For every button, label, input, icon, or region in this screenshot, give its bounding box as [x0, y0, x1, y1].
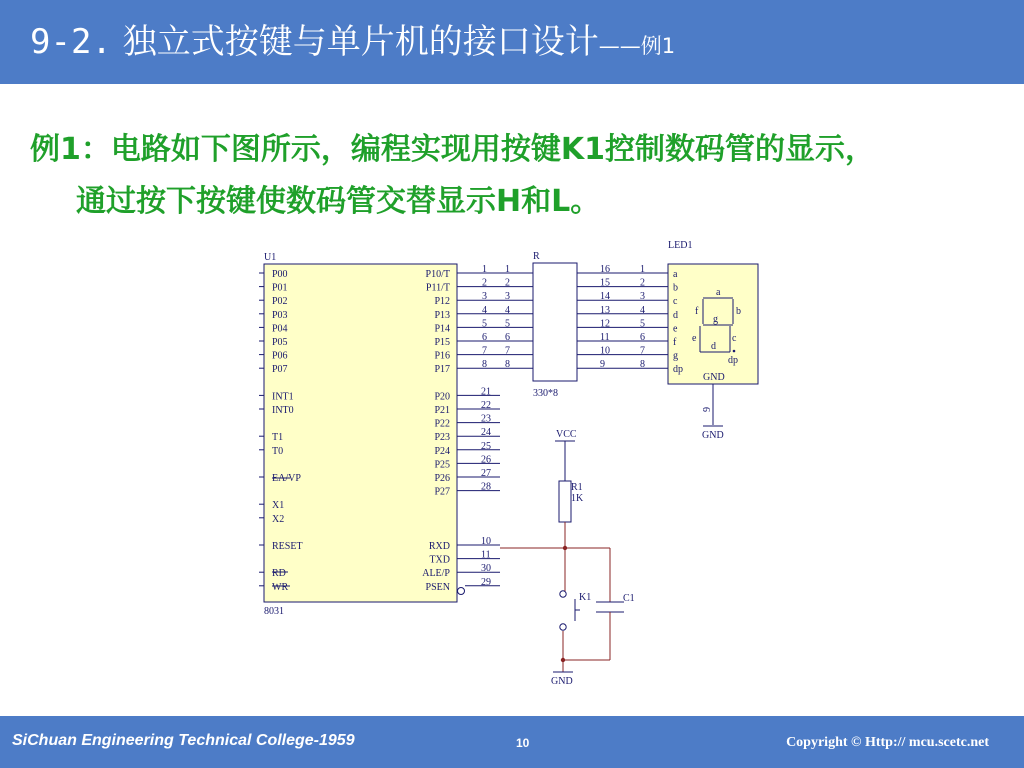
port2-wires	[457, 386, 500, 492]
p2-pin-number: 26	[481, 454, 491, 466]
chip-right-pin-label: P12	[434, 296, 450, 308]
rnet-right-pin: 14	[600, 291, 610, 303]
chip-right-pin-label: P10/T	[425, 269, 450, 280]
rnet-right-pin: 9	[600, 359, 605, 371]
display-segment-pin-label: a	[673, 269, 678, 280]
rnet-right-pin: 16	[600, 264, 610, 275]
rnet-right-pin: 12	[600, 318, 610, 330]
chip-right-pin-label: P14	[434, 323, 450, 335]
port3-pin-number: 30	[481, 563, 491, 575]
rnet-left-pin: 4	[505, 304, 510, 316]
p1-pin-number: 2	[482, 277, 487, 289]
display-gnd-pin: 9	[702, 407, 713, 412]
p1-pin-number: 4	[482, 304, 487, 316]
display-pin-number: 4	[640, 304, 645, 316]
footer-bar	[0, 716, 1024, 768]
segment-c-label: c	[732, 333, 737, 344]
display-pin-number: 3	[640, 291, 645, 303]
chip-right-pin-label: P15	[434, 337, 450, 348]
chip-left-pin-label: P06	[272, 350, 288, 362]
college-name: SiChuan Engineering Technical College-1959	[12, 732, 355, 749]
display-pin-number: 6	[640, 332, 645, 343]
segment-d-label: d	[711, 341, 716, 352]
segment-dp-label: dp	[728, 355, 738, 366]
port3-pin-number: 11	[481, 549, 491, 561]
chip-left-pin-label: T1	[272, 432, 284, 444]
statement-line-1: 例1：电路如下图所示，编程实现用按键K1控制数码管的显示，	[30, 132, 875, 167]
segment-a-label: a	[716, 287, 721, 298]
vcc-label: VCC	[556, 429, 577, 440]
k1-label: K1	[579, 592, 592, 603]
chip-right-pin-label: RXD	[428, 541, 450, 552]
p1-pin-number: 5	[482, 318, 487, 330]
p2-pin-number: 25	[481, 440, 491, 452]
display-gnd-label: GND	[703, 372, 725, 383]
rnet-right-pin: 11	[600, 332, 610, 343]
p1-pin-number: 1	[482, 264, 487, 275]
display-pin-number: 2	[640, 277, 645, 289]
display-segment-pin-label: c	[673, 296, 678, 308]
c1-label: C1	[623, 593, 635, 604]
chip-left-pin-label: INT1	[272, 391, 294, 403]
rnet-ref-label: R	[533, 251, 540, 262]
rnet-left-pin: 6	[505, 332, 510, 343]
chip-right-pin-label: PSEN	[425, 581, 450, 593]
display-ref-label: LED1	[668, 240, 693, 251]
rnet-left-pin: 1	[505, 264, 510, 275]
rnet-right-pin: 13	[600, 304, 610, 316]
resistor-r1	[559, 481, 571, 522]
chip-left-pin-label: P01	[272, 282, 288, 294]
chip-right-pin-label: ALE/P	[422, 568, 450, 580]
k1-contact-top	[560, 591, 566, 597]
gnd-label: GND	[551, 676, 573, 687]
p2-pin-number: 22	[481, 400, 491, 411]
chip-right-pin-label: P20	[434, 391, 450, 403]
chip-left-pin-label: WR	[272, 581, 289, 593]
display-segment-pin-label: f	[673, 337, 677, 348]
r1-ref-label: R1	[571, 482, 583, 493]
display-gnd-symbol-label: GND	[702, 430, 724, 441]
chip-left-pin-label: P05	[272, 337, 288, 348]
chip-right-pin-label: P21	[434, 405, 450, 416]
chip-right-pin-label: P25	[434, 459, 450, 471]
chip-left-pin-label: EA/VP	[272, 473, 301, 484]
rnet-left-pin: 5	[505, 318, 510, 330]
chip-right-pin-label: P26	[434, 473, 450, 484]
p1-pin-number: 7	[482, 345, 487, 357]
p1-pin-number: 3	[482, 291, 487, 303]
chip-left-pin-label: P02	[272, 296, 288, 308]
chip-right-pin-label: P24	[434, 445, 450, 457]
segment-e-label: e	[692, 333, 697, 344]
p2-pin-number: 23	[481, 413, 491, 425]
display-segment-pin-label: e	[673, 323, 678, 335]
rnet-right-pin: 10	[600, 345, 610, 357]
display-segment-pin-label: dp	[673, 364, 683, 376]
p2-pin-number: 24	[481, 427, 491, 439]
psen-bubble	[458, 588, 465, 595]
port3-pin-number: 10	[481, 536, 491, 547]
port3-pin-number: 29	[481, 576, 491, 588]
chip-part-label: 8031	[264, 606, 284, 617]
rnet-left-pin: 2	[505, 277, 510, 289]
p2-pin-number: 27	[481, 468, 491, 479]
chip-left-pin-label: X2	[272, 513, 285, 525]
title-main: 独立式按键与单片机的接口设计	[122, 22, 599, 62]
chip-right-pin-label: P13	[434, 309, 450, 321]
chip-left-pin-label: RESET	[272, 541, 303, 552]
title-number: 9-2.	[30, 22, 112, 62]
page-number: 10	[516, 736, 530, 750]
rnet-left-pin: 7	[505, 345, 510, 357]
display-pin-number: 7	[640, 345, 645, 357]
chip-right-pin-label: P23	[434, 432, 450, 444]
p1-pin-number: 6	[482, 332, 487, 343]
chip-right-pin-label: P27	[434, 486, 450, 498]
copyright: Copyright © Http:// mcu.scetc.net	[786, 735, 989, 750]
p2-pin-number: 28	[481, 481, 491, 493]
port3-wires	[457, 536, 500, 588]
chip-left-pin-label: INT0	[272, 405, 294, 416]
chip-left-pin-label: P07	[272, 364, 288, 376]
p1-pin-number: 8	[482, 359, 487, 371]
chip-left-pin-label: RD	[272, 568, 286, 580]
chip-right-pin-label: P16	[434, 350, 450, 362]
k1-contact-bottom	[560, 624, 566, 630]
chip-right-pin-label: P22	[434, 418, 450, 430]
chip-left-pin-label: P03	[272, 309, 288, 321]
display-pin-number: 5	[640, 318, 645, 330]
resistor-network	[533, 263, 577, 381]
title-suffix: ——例1	[598, 34, 676, 58]
r1-value-label: 1K	[571, 493, 584, 504]
rnet-right-pin: 15	[600, 277, 610, 289]
chip-left-pin-label: T0	[272, 445, 284, 457]
segment-b-label: b	[736, 306, 741, 317]
display-pin-number: 8	[640, 359, 645, 371]
chip-right-pin-label: TXD	[429, 554, 450, 566]
p2-pin-number: 21	[481, 386, 491, 398]
display-segment-pin-label: d	[673, 309, 678, 321]
chip-ref-label: U1	[264, 252, 277, 263]
chip-left-pin-label: X1	[272, 500, 285, 512]
rnet-value-label: 330*8	[533, 388, 558, 399]
statement-line-2: 通过按下按键使数码管交替显示H和L。	[76, 184, 601, 219]
display-pin-number: 1	[640, 264, 645, 275]
chip-left-pin-label: P00	[272, 269, 288, 280]
segment-g-label: g	[713, 314, 718, 325]
rnet-left-pin: 8	[505, 359, 510, 371]
gnd-junction	[561, 658, 565, 662]
chip-left-pin-label: P04	[272, 323, 288, 335]
segment-f-label: f	[695, 306, 699, 317]
display-segment-pin-label: g	[673, 350, 678, 362]
chip-right-pin-label: P11/T	[425, 282, 450, 294]
rnet-left-pin: 3	[505, 291, 510, 303]
chip-right-pin-label: P17	[434, 364, 450, 376]
display-segment-pin-label: b	[673, 282, 678, 294]
junction-dot	[563, 546, 567, 550]
